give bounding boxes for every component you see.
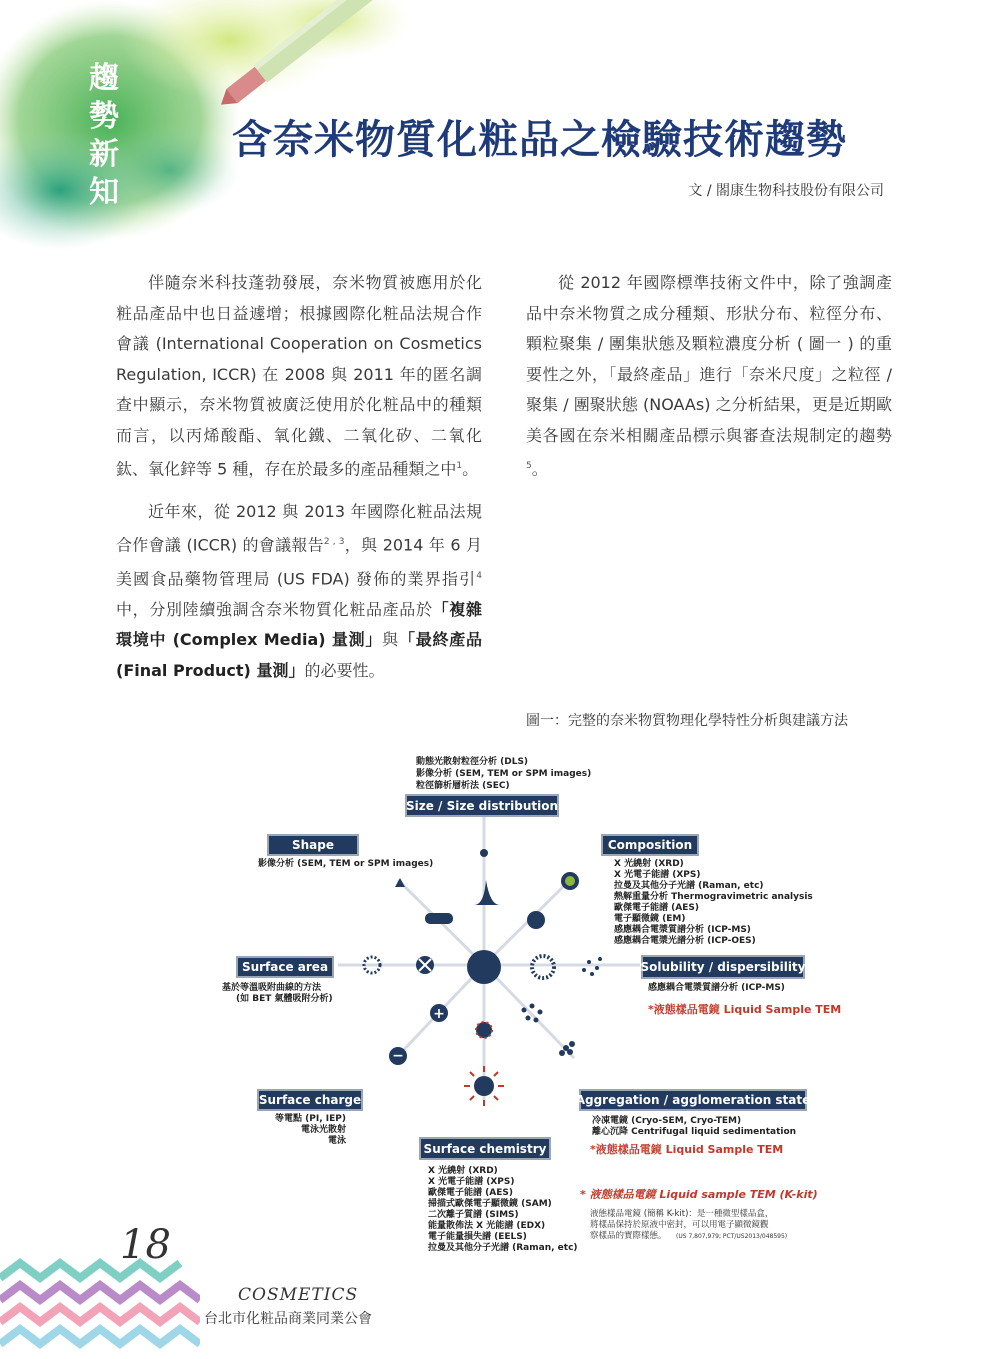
nanomaterial-analysis-figure <box>0 740 1000 1280</box>
method-text: 拉曼及其他分子光譜 (Raman, etc) <box>428 1243 578 1253</box>
paragraph-text: 。 <box>462 459 479 479</box>
method-text: 拉曼及其他分子光譜 (Raman, etc) <box>614 881 764 891</box>
method-text: 電子顯微鏡 (EM) <box>614 914 686 924</box>
paragraph <box>116 268 482 485</box>
minus-icon <box>389 1047 407 1065</box>
svg-text:+: + <box>433 1006 445 1022</box>
figure-caption: 圖一：完整的奈米物質物理化學特性分析與建議方法 <box>526 713 848 729</box>
method-text: 影像分析 (SEM, TEM or SPM images) <box>416 769 592 779</box>
kit-note-line: 察樣品的實際樣態。 <box>590 1231 667 1241</box>
reference-number: 4 <box>476 571 482 582</box>
method-text: 熱解重量分析 Thermogravimetric analysis <box>614 892 813 902</box>
page-title: 含奈米物質化粧品之檢驗技術趨勢 <box>232 116 847 163</box>
kit-note-line: 液態樣品電鏡 (簡稱 K-kit)：是一種微型樣品盒， <box>590 1209 774 1219</box>
surface-area-label: Surface area <box>241 960 329 974</box>
method-text: X 光繞射 (XRD) <box>614 859 684 869</box>
paragraph-text: ，與 2014 年 6 月美國食品藥物管理局 (US FDA) 發佈的業界指引 <box>116 535 482 589</box>
reference-number: 5 <box>526 461 532 471</box>
method-text: 歐傑電子能譜 (AES) <box>428 1188 513 1198</box>
method-text: 電泳光散射 <box>300 1125 346 1135</box>
method-text: 電泳 <box>327 1136 346 1146</box>
paragraph-text: 近年來，從 2012 與 2013 年國際化粧品法規合作會議 (ICCR) 的會議報告 <box>116 501 482 555</box>
section-label-char: 勢 <box>89 99 119 134</box>
publisher-name: 台北市化粧品商業同業公會 <box>204 1311 372 1327</box>
method-text: 影像分析 (SEM, TEM or SPM images) <box>258 859 434 869</box>
kit-note-line: 將樣品保持於原液中密封，可以用電子顯微鏡觀 <box>590 1220 769 1230</box>
section-label-char: 趨 <box>89 61 119 96</box>
shape-label: Shape <box>291 838 335 852</box>
paragraph-text: 伴隨奈米科技蓬勃發展，奈米物質被應用於化粧品產品中也日益遽增；根據國際化粧品法規合作會議 (International Cooperation on Cosmetics Regulation, ICCR) 在 2008 與 2011 年的匿名調查中顯示，奈米物質被廣泛使用於化粧品中的種類而言，以丙烯酸酯、氧化鐵、二氧化矽、二氧化鈦、氧化鋅等 5 種，存在於最多的產品種類之中 <box>116 273 482 479</box>
method-text: 離心沉降 Centrifugal liquid sedimentation <box>592 1127 797 1137</box>
method-text: 粒徑篩析層析法 (SEC) <box>416 781 510 791</box>
kit-note-patent: (US 7,807,979; PCT/US2013/048595) <box>676 1233 788 1240</box>
paragraph-text: 中，分別陸續強調含奈米物質化粧品產品於 <box>116 599 433 619</box>
paragraph-text: 。 <box>531 459 548 479</box>
method-text: (如 BET 氣體吸附分析) <box>236 994 333 1004</box>
paragraph-text: 從 2012 年國際標準技術文件中，除了強調產品中奈米物質之成分種類、形狀分布、粒徑分布、顆粒聚集 / 團集狀態及顆粒濃度分析 ( 圖一 ) 的重要性之外，「最終產品」進行「奈米尺度」之粒徑 / 聚集 / 團聚狀態 (NOAAs) 之分析結果，更是近期歐美各國在奈米相關產品標示與審查法規制定的趨勢 <box>526 273 892 445</box>
method-text: 歐傑電子能譜 (AES) <box>614 903 699 913</box>
surface-chemistry-methods <box>427 1164 578 1253</box>
article-column-left <box>116 268 482 698</box>
method-text: 基於等溫吸附曲線的方法 <box>222 983 322 993</box>
magazine-brand: COSMETICS <box>238 1285 359 1305</box>
method-text: 動態光散射粒徑分析 (DLS) <box>416 757 529 767</box>
method-text: X 光電子能譜 (XPS) <box>428 1177 515 1187</box>
page-number: 18 <box>120 1222 171 1268</box>
size-label: Size / Size distribution <box>405 799 559 813</box>
method-text: 感應耦合電漿光譜分析 (ICP-OES) <box>614 936 756 946</box>
emphasis-text: 「複雜環境中 (Complex Media) 量測」 <box>116 599 482 650</box>
method-text: 能量散佈法 X 光能譜 (EDX) <box>428 1221 546 1231</box>
surface-chemistry-label: Surface chemistry <box>423 1142 547 1156</box>
emphasis-text: 「最終產品 (Final Product) 量測」 <box>116 630 482 680</box>
reference-number: 1 <box>456 461 463 471</box>
plus-icon <box>430 1004 448 1022</box>
method-text: 電子能量損失譜 (EELS) <box>428 1232 527 1242</box>
aggregation-label: Aggregation / agglomeration state <box>575 1093 811 1107</box>
composition-label: Composition <box>607 838 693 852</box>
section-label-char: 新 <box>89 137 119 172</box>
section-label <box>84 60 124 212</box>
section-label-char: 知 <box>89 175 119 210</box>
reference-number: 2 , 3 <box>323 537 345 548</box>
tem-note: *液態樣品電鏡 Liquid Sample TEM <box>590 1143 784 1156</box>
composition-marker <box>527 911 545 929</box>
shape-triangle-icon <box>395 878 405 887</box>
paragraph-text: 與 <box>382 630 399 650</box>
composition-marker-core <box>565 876 575 886</box>
kit-note-title: * 液態樣品電鏡 Liquid sample TEM (K-kit) <box>580 1188 818 1201</box>
svg-text:−: − <box>392 1048 404 1064</box>
method-text: 感應耦合電漿質譜分析 (ICP-MS) <box>614 925 751 935</box>
paragraph <box>116 497 482 687</box>
method-text: X 光繞射 (XRD) <box>428 1166 498 1176</box>
solubility-label: Solubility / dispersibility <box>640 960 806 974</box>
method-text: 二次離子質譜 (SIMS) <box>428 1210 519 1220</box>
surface-charge-methods <box>275 1112 347 1146</box>
solubility-icon <box>532 956 602 978</box>
article-column-right <box>526 268 892 497</box>
paragraph-text: 的必要性。 <box>304 660 385 680</box>
center-particle <box>467 950 501 984</box>
footer-zigzag-decoration <box>0 1258 200 1359</box>
method-text: 等電點 (PI, IEP) <box>275 1114 346 1124</box>
method-text: 掃描式歐傑電子顯微鏡 (SAM) <box>428 1199 552 1209</box>
surface-charge-label: Surface charge <box>258 1093 362 1107</box>
method-text: X 光電子能譜 (XPS) <box>614 870 701 880</box>
composition-methods <box>613 857 813 946</box>
shape-rod-icon <box>425 913 453 924</box>
method-text: 感應耦合電漿質譜分析 (ICP-MS) <box>648 983 785 993</box>
size-marker <box>480 849 488 857</box>
size-distribution-icon <box>474 880 500 905</box>
size-methods <box>415 755 591 791</box>
paragraph <box>526 268 892 485</box>
method-text: 冷凍電鏡 (Cryo-SEM, Cryo-TEM) <box>592 1116 742 1126</box>
tem-note: *液態樣品電鏡 Liquid Sample TEM <box>648 1003 842 1016</box>
byline: 文 / 閤康生物科技股份有限公司 <box>688 183 884 199</box>
